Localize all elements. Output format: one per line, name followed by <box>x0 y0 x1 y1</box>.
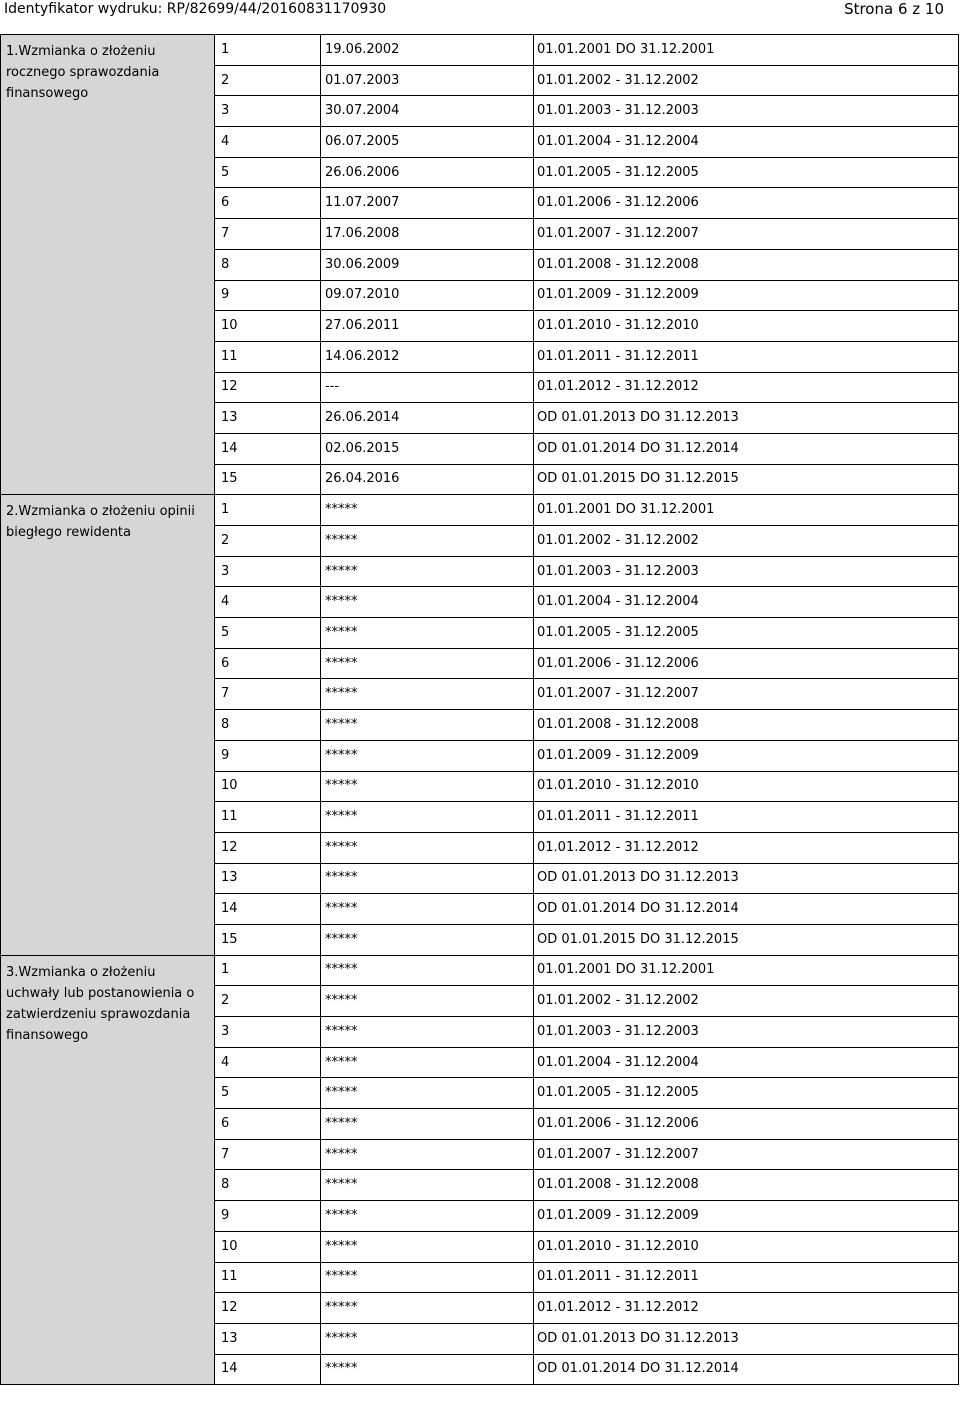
filing-date: ***** <box>321 1017 534 1048</box>
row-number: 14 <box>215 433 321 464</box>
row-number: 12 <box>215 1293 321 1324</box>
filing-date: --- <box>321 372 534 403</box>
filing-date: 26.06.2014 <box>321 403 534 434</box>
filing-date: ***** <box>321 495 534 526</box>
filing-date: 26.04.2016 <box>321 464 534 495</box>
row-number: 1 <box>215 495 321 526</box>
row-number: 9 <box>215 740 321 771</box>
filing-date: 01.07.2003 <box>321 65 534 96</box>
table-row <box>1 35 959 66</box>
filing-date: ***** <box>321 894 534 925</box>
reporting-period: 01.01.2005 - 31.12.2005 <box>534 157 959 188</box>
row-number: 6 <box>215 188 321 219</box>
section-label: 3.Wzmianka o złożeniu uchwały lub postanowienia o zatwierdzeniu sprawozdania finansowego <box>1 955 215 1385</box>
filing-date: ***** <box>321 679 534 710</box>
reporting-period: 01.01.2007 - 31.12.2007 <box>534 679 959 710</box>
filing-date: ***** <box>321 587 534 618</box>
filing-date: 14.06.2012 <box>321 341 534 372</box>
row-number: 8 <box>215 710 321 741</box>
reporting-period: OD 01.01.2014 DO 31.12.2014 <box>534 894 959 925</box>
reporting-period: 01.01.2004 - 31.12.2004 <box>534 1047 959 1078</box>
filing-date: ***** <box>321 1170 534 1201</box>
reporting-period: 01.01.2003 - 31.12.2003 <box>534 556 959 587</box>
filing-date: ***** <box>321 526 534 557</box>
filing-date: ***** <box>321 648 534 679</box>
filing-date: 09.07.2010 <box>321 280 534 311</box>
filing-date: 27.06.2011 <box>321 311 534 342</box>
row-number: 11 <box>215 341 321 372</box>
reporting-period: 01.01.2010 - 31.12.2010 <box>534 311 959 342</box>
filing-date: ***** <box>321 1047 534 1078</box>
row-number: 9 <box>215 1201 321 1232</box>
filing-date: ***** <box>321 710 534 741</box>
row-number: 10 <box>215 311 321 342</box>
row-number: 7 <box>215 679 321 710</box>
row-number: 10 <box>215 771 321 802</box>
reporting-period: 01.01.2009 - 31.12.2009 <box>534 740 959 771</box>
filing-date: ***** <box>321 986 534 1017</box>
filing-date: ***** <box>321 1201 534 1232</box>
filing-date: 19.06.2002 <box>321 35 534 66</box>
reporting-period: 01.01.2002 - 31.12.2002 <box>534 526 959 557</box>
row-number: 13 <box>215 403 321 434</box>
row-number: 4 <box>215 1047 321 1078</box>
table-row <box>1 955 959 986</box>
reporting-period: 01.01.2004 - 31.12.2004 <box>534 127 959 158</box>
reporting-period: 01.01.2008 - 31.12.2008 <box>534 1170 959 1201</box>
reporting-period: 01.01.2003 - 31.12.2003 <box>534 96 959 127</box>
filing-date: 02.06.2015 <box>321 433 534 464</box>
reporting-period: 01.01.2002 - 31.12.2002 <box>534 986 959 1017</box>
reporting-period: 01.01.2007 - 31.12.2007 <box>534 1139 959 1170</box>
filing-date: ***** <box>321 556 534 587</box>
reporting-period: 01.01.2005 - 31.12.2005 <box>534 618 959 649</box>
row-number: 10 <box>215 1231 321 1262</box>
row-number: 7 <box>215 1139 321 1170</box>
section-label: 2.Wzmianka o złożeniu opinii biegłego rewidenta <box>1 495 215 955</box>
reporting-period: 01.01.2011 - 31.12.2011 <box>534 802 959 833</box>
row-number: 4 <box>215 127 321 158</box>
reporting-period: 01.01.2001 DO 31.12.2001 <box>534 495 959 526</box>
reporting-period: 01.01.2009 - 31.12.2009 <box>534 1201 959 1232</box>
reporting-period: 01.01.2006 - 31.12.2006 <box>534 648 959 679</box>
filing-date: ***** <box>321 802 534 833</box>
section-label: 1.Wzmianka o złożeniu rocznego sprawozdania finansowego <box>1 35 215 495</box>
row-number: 6 <box>215 648 321 679</box>
row-number: 15 <box>215 924 321 955</box>
row-number: 11 <box>215 1262 321 1293</box>
print-identifier: Identyfikator wydruku: RP/82699/44/20160831170930 <box>4 1 387 17</box>
row-number: 5 <box>215 157 321 188</box>
reporting-period: 01.01.2010 - 31.12.2010 <box>534 1231 959 1262</box>
reporting-period: 01.01.2004 - 31.12.2004 <box>534 587 959 618</box>
reporting-period: 01.01.2008 - 31.12.2008 <box>534 710 959 741</box>
table-row <box>1 495 959 526</box>
row-number: 12 <box>215 372 321 403</box>
register-table <box>0 34 959 1385</box>
row-number: 9 <box>215 280 321 311</box>
reporting-period: 01.01.2010 - 31.12.2010 <box>534 771 959 802</box>
filing-date: ***** <box>321 1109 534 1140</box>
reporting-period: OD 01.01.2015 DO 31.12.2015 <box>534 464 959 495</box>
filing-date: ***** <box>321 1078 534 1109</box>
row-number: 5 <box>215 1078 321 1109</box>
row-number: 14 <box>215 1354 321 1385</box>
filing-date: ***** <box>321 832 534 863</box>
row-number: 7 <box>215 219 321 250</box>
row-number: 12 <box>215 832 321 863</box>
reporting-period: 01.01.2002 - 31.12.2002 <box>534 65 959 96</box>
row-number: 8 <box>215 249 321 280</box>
reporting-period: 01.01.2008 - 31.12.2008 <box>534 249 959 280</box>
filing-date: ***** <box>321 618 534 649</box>
reporting-period: OD 01.01.2014 DO 31.12.2014 <box>534 1354 959 1385</box>
row-number: 3 <box>215 1017 321 1048</box>
filing-date: ***** <box>321 740 534 771</box>
print-header <box>0 0 960 20</box>
row-number: 13 <box>215 863 321 894</box>
reporting-period: 01.01.2003 - 31.12.2003 <box>534 1017 959 1048</box>
row-number: 2 <box>215 526 321 557</box>
reporting-period: 01.01.2001 DO 31.12.2001 <box>534 955 959 986</box>
reporting-period: OD 01.01.2014 DO 31.12.2014 <box>534 433 959 464</box>
filing-date: 11.07.2007 <box>321 188 534 219</box>
filing-date: ***** <box>321 771 534 802</box>
row-number: 11 <box>215 802 321 833</box>
row-number: 2 <box>215 986 321 1017</box>
reporting-period: OD 01.01.2015 DO 31.12.2015 <box>534 924 959 955</box>
row-number: 6 <box>215 1109 321 1140</box>
row-number: 3 <box>215 556 321 587</box>
filing-date: 06.07.2005 <box>321 127 534 158</box>
reporting-period: 01.01.2012 - 31.12.2012 <box>534 1293 959 1324</box>
filing-date: ***** <box>321 924 534 955</box>
filing-date: 26.06.2006 <box>321 157 534 188</box>
filing-date: ***** <box>321 1323 534 1354</box>
reporting-period: 01.01.2006 - 31.12.2006 <box>534 188 959 219</box>
register-table-body <box>1 35 959 1385</box>
row-number: 4 <box>215 587 321 618</box>
row-number: 1 <box>215 955 321 986</box>
filing-date: ***** <box>321 863 534 894</box>
reporting-period: 01.01.2005 - 31.12.2005 <box>534 1078 959 1109</box>
reporting-period: 01.01.2011 - 31.12.2011 <box>534 341 959 372</box>
reporting-period: OD 01.01.2013 DO 31.12.2013 <box>534 863 959 894</box>
reporting-period: 01.01.2001 DO 31.12.2001 <box>534 35 959 66</box>
row-number: 3 <box>215 96 321 127</box>
filing-date: 17.06.2008 <box>321 219 534 250</box>
reporting-period: 01.01.2012 - 31.12.2012 <box>534 832 959 863</box>
reporting-period: 01.01.2007 - 31.12.2007 <box>534 219 959 250</box>
filing-date: ***** <box>321 1231 534 1262</box>
filing-date: ***** <box>321 1262 534 1293</box>
filing-date: ***** <box>321 1139 534 1170</box>
row-number: 8 <box>215 1170 321 1201</box>
filing-date: 30.07.2004 <box>321 96 534 127</box>
reporting-period: 01.01.2012 - 31.12.2012 <box>534 372 959 403</box>
row-number: 1 <box>215 35 321 66</box>
page-number: Strona 6 z 10 <box>844 0 944 18</box>
filing-date: ***** <box>321 1354 534 1385</box>
row-number: 14 <box>215 894 321 925</box>
row-number: 5 <box>215 618 321 649</box>
filing-date: 30.06.2009 <box>321 249 534 280</box>
reporting-period: OD 01.01.2013 DO 31.12.2013 <box>534 1323 959 1354</box>
row-number: 15 <box>215 464 321 495</box>
row-number: 13 <box>215 1323 321 1354</box>
reporting-period: 01.01.2006 - 31.12.2006 <box>534 1109 959 1140</box>
filing-date: ***** <box>321 955 534 986</box>
reporting-period: 01.01.2011 - 31.12.2011 <box>534 1262 959 1293</box>
reporting-period: OD 01.01.2013 DO 31.12.2013 <box>534 403 959 434</box>
filing-date: ***** <box>321 1293 534 1324</box>
row-number: 2 <box>215 65 321 96</box>
reporting-period: 01.01.2009 - 31.12.2009 <box>534 280 959 311</box>
